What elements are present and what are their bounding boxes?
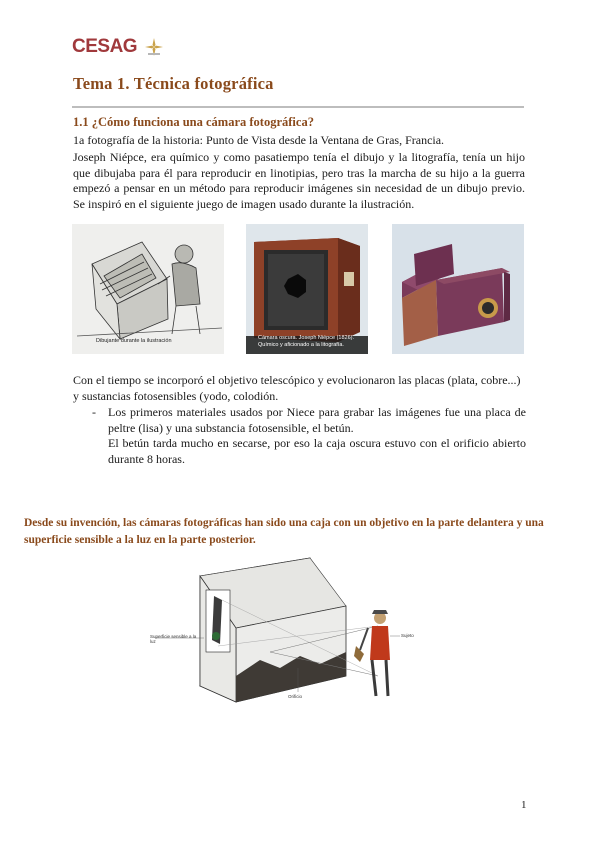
diagram-label-surface: Superficie sensible a la luz (150, 634, 197, 644)
camera-obscura-box-image (246, 224, 368, 354)
header-logo (72, 36, 165, 58)
diagram-label-pinhole: Orificio (288, 694, 303, 699)
title-divider (72, 106, 524, 108)
page-number: 1 (521, 799, 527, 811)
logo-text: CESAG (72, 36, 138, 57)
camera-obscura-diagram-image (150, 556, 412, 706)
evolution-paragraph: Con el tiempo se incorporó el objetivo telescópico y evolucionaron las placas (plata, cobre...) y sustancias fotosensibles (yodo, colodión. (73, 373, 521, 403)
intro-paragraph: Joseph Niépce, era químico y como pasatiempo tenía el dibujo y la litografía, tenía un hijo que dibujaba para él para reproducir en linotipias, pero tras la marcha de su hijo a la guerra empezó a pensar en un método para reproducir imágenes sin necesidad de un dibujo previo. Se inspiró en el siguiente juego de imagen usado durante la ilustración. (73, 150, 525, 211)
diagram-label-subject: Sujeto (401, 633, 414, 638)
bullet-text-2: El betún tarda mucho en secarse, por eso la caja oscura estuvo con el orificio abierto durante 8 horas. (108, 436, 526, 466)
page-title: Tema 1. Técnica fotográfica (73, 74, 274, 93)
camera-lucida-engraving-image (72, 224, 224, 354)
intro-line: 1a fotografía de la historia: Punto de Vista desde la Ventana de Gras, Francia. (73, 133, 445, 147)
section-subtitle: 1.1 ¿Cómo funciona una cámara fotográfica? (73, 115, 314, 129)
bullet-text-1: Los primeros materiales usados por Niece para grabar las imágenes fue una placa de peltre (lisa) y una substancia fotosensible, el betún. (108, 405, 526, 435)
photo-caption: Dibujante durante la ilustración (96, 338, 172, 344)
wooden-box-camera-image (392, 224, 524, 354)
photo-caption: Cámara oscura. Joseph Niépce (1826). Químico y aficionado a la litografía. (258, 335, 354, 348)
bullet-marker: - (92, 405, 96, 419)
highlight-statement: Desde su invención, las cámaras fotográficas han sido una caja con un objetivo en la parte delantera y una superficie sensible a la luz en la parte posterior. (24, 517, 544, 546)
bullet-item (108, 405, 526, 467)
compass-rose-icon (143, 37, 165, 57)
